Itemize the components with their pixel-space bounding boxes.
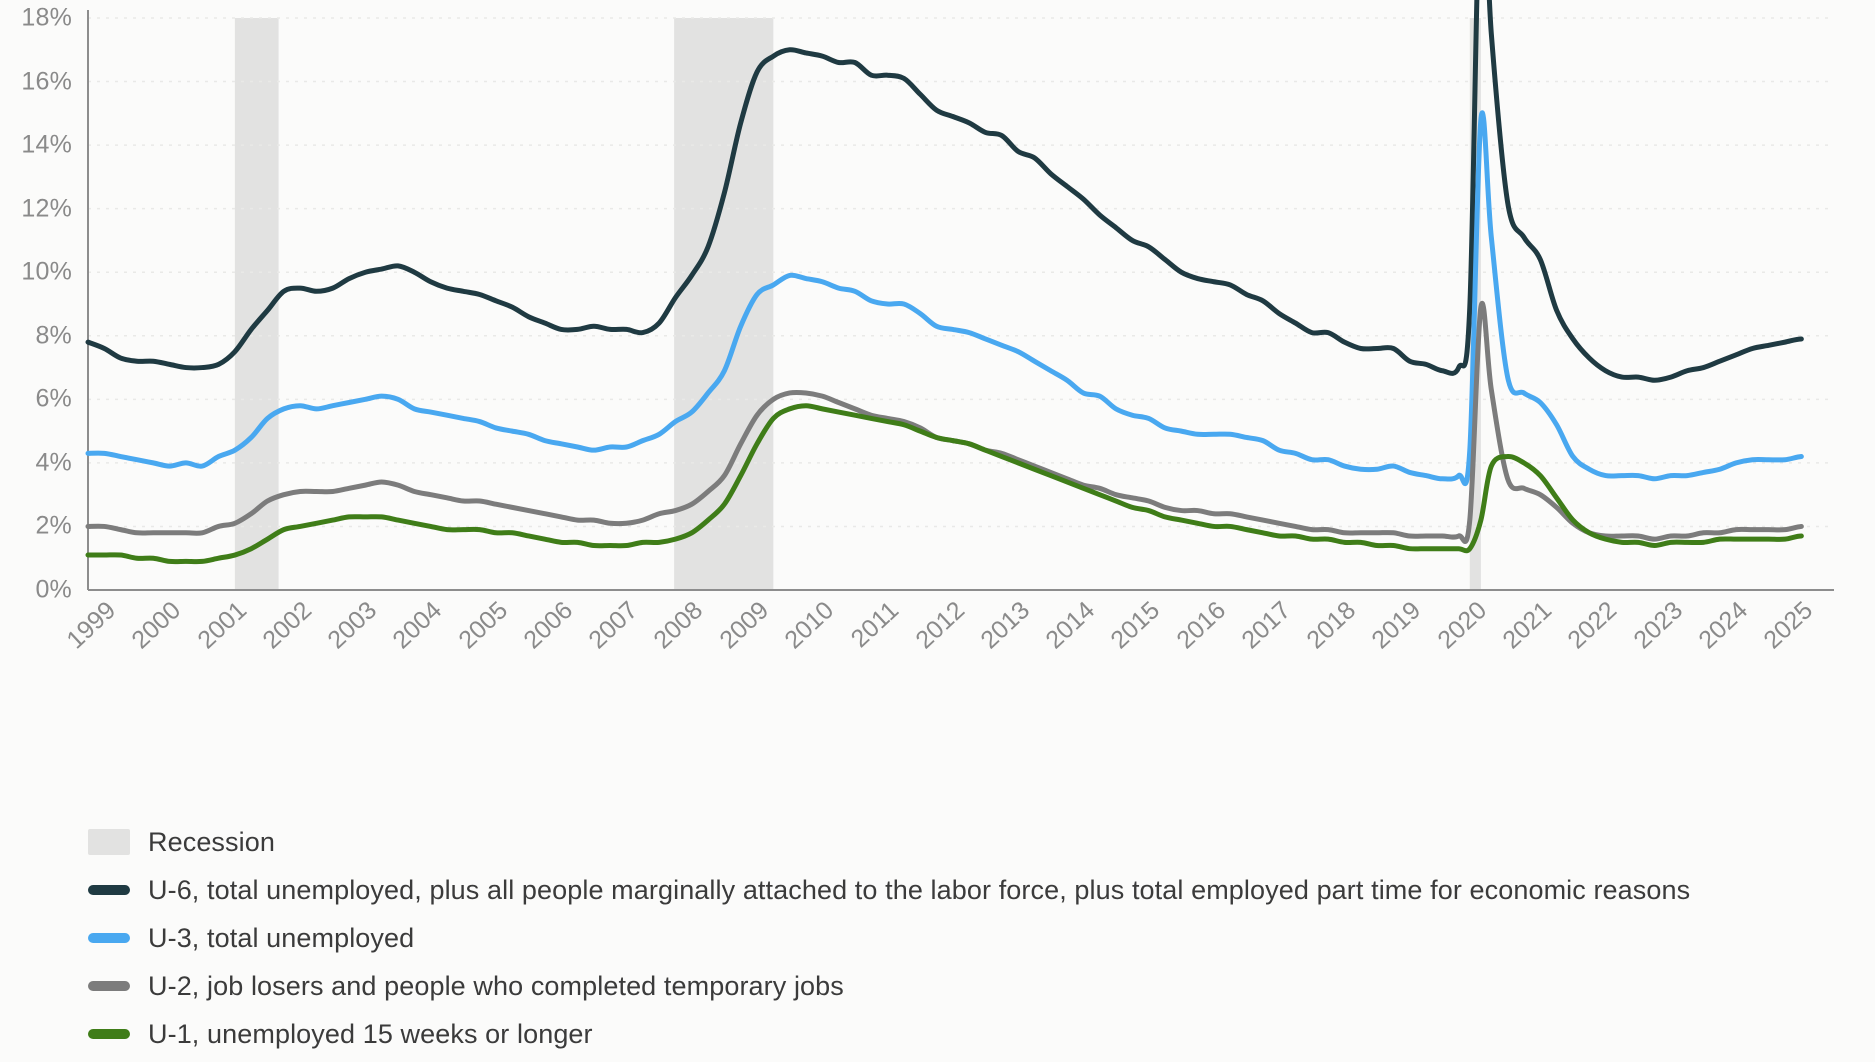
x-tick-label: 2021 bbox=[1497, 596, 1558, 655]
y-axis-labels bbox=[0, 3, 80, 604]
x-tick-label: 2020 bbox=[1432, 596, 1492, 655]
x-tick-label: 2013 bbox=[975, 596, 1035, 655]
legend-band-swatch bbox=[88, 829, 130, 855]
y-tick-label: 2% bbox=[35, 511, 72, 540]
legend-line-swatch bbox=[88, 981, 130, 991]
x-tick-label: 2018 bbox=[1301, 596, 1362, 655]
legend-line-swatch bbox=[88, 933, 130, 943]
x-tick-label: 2025 bbox=[1758, 596, 1819, 655]
legend-line-swatch bbox=[88, 1029, 130, 1039]
x-axis-labels bbox=[61, 596, 1848, 686]
legend-item[interactable] bbox=[88, 962, 1848, 1010]
x-tick-label: 2006 bbox=[518, 596, 578, 655]
x-tick-label: 2024 bbox=[1693, 596, 1753, 655]
series-line-u-6 bbox=[88, 0, 1801, 380]
x-tick-label: 2004 bbox=[387, 596, 448, 655]
y-tick-label: 14% bbox=[21, 130, 72, 159]
x-tick-label: 2022 bbox=[1562, 596, 1623, 655]
x-tick-label: 2011 bbox=[845, 596, 905, 654]
x-tick-label: 2017 bbox=[1236, 596, 1296, 655]
y-tick-label: 6% bbox=[35, 384, 72, 413]
legend-item-label: U-2, job losers and people who completed temporary jobs bbox=[148, 970, 844, 1001]
x-tick-label: 2002 bbox=[257, 596, 317, 655]
legend-item[interactable] bbox=[88, 818, 1848, 866]
x-tick-label: 2003 bbox=[322, 596, 383, 655]
legend-item-label: Recession bbox=[148, 826, 275, 857]
x-tick-label: 2016 bbox=[1170, 596, 1231, 655]
x-tick-label: 2009 bbox=[714, 596, 774, 655]
legend-item-label: U-3, total unemployed bbox=[148, 922, 415, 953]
legend-item[interactable] bbox=[88, 866, 1848, 914]
x-tick-label: 2019 bbox=[1366, 596, 1427, 655]
legend-item-label: U-6, total unemployed, plus all people marginally attached to the labor force, plus total employed part time for economic reasons bbox=[148, 874, 1691, 905]
x-tick-label: 2008 bbox=[648, 596, 709, 655]
y-tick-label: 12% bbox=[21, 194, 72, 223]
legend-item-label: U-1, unemployed 15 weeks or longer bbox=[148, 1018, 593, 1049]
x-tick-label: 2010 bbox=[779, 596, 840, 655]
series-line-u-3 bbox=[88, 113, 1801, 484]
plot-area bbox=[88, 18, 1834, 590]
y-tick-label: 0% bbox=[35, 575, 72, 604]
x-tick-label: 1999 bbox=[61, 596, 122, 655]
x-tick-label: 2000 bbox=[126, 596, 187, 655]
legend-item[interactable] bbox=[88, 1010, 1848, 1058]
x-tick-label: 2014 bbox=[1040, 596, 1101, 655]
chart-legend bbox=[88, 818, 1848, 1058]
y-tick-label: 4% bbox=[35, 448, 72, 477]
x-tick-label: 2001 bbox=[191, 596, 252, 655]
series-line-u-2 bbox=[88, 303, 1801, 541]
x-tick-label: 2015 bbox=[1105, 596, 1166, 655]
legend-line-swatch bbox=[88, 885, 130, 895]
y-tick-label: 16% bbox=[21, 67, 72, 96]
x-tick-label: 2007 bbox=[583, 596, 644, 655]
x-tick-label: 2012 bbox=[909, 596, 970, 655]
x-tick-label: 2005 bbox=[452, 596, 513, 655]
y-tick-label: 8% bbox=[35, 321, 72, 350]
y-tick-label: 18% bbox=[21, 3, 72, 32]
x-tick-label: 2023 bbox=[1627, 596, 1688, 655]
legend-item[interactable] bbox=[88, 914, 1848, 962]
y-tick-label: 10% bbox=[21, 257, 72, 286]
line-chart-svg bbox=[88, 18, 1834, 590]
series-line-u-1 bbox=[88, 406, 1801, 562]
